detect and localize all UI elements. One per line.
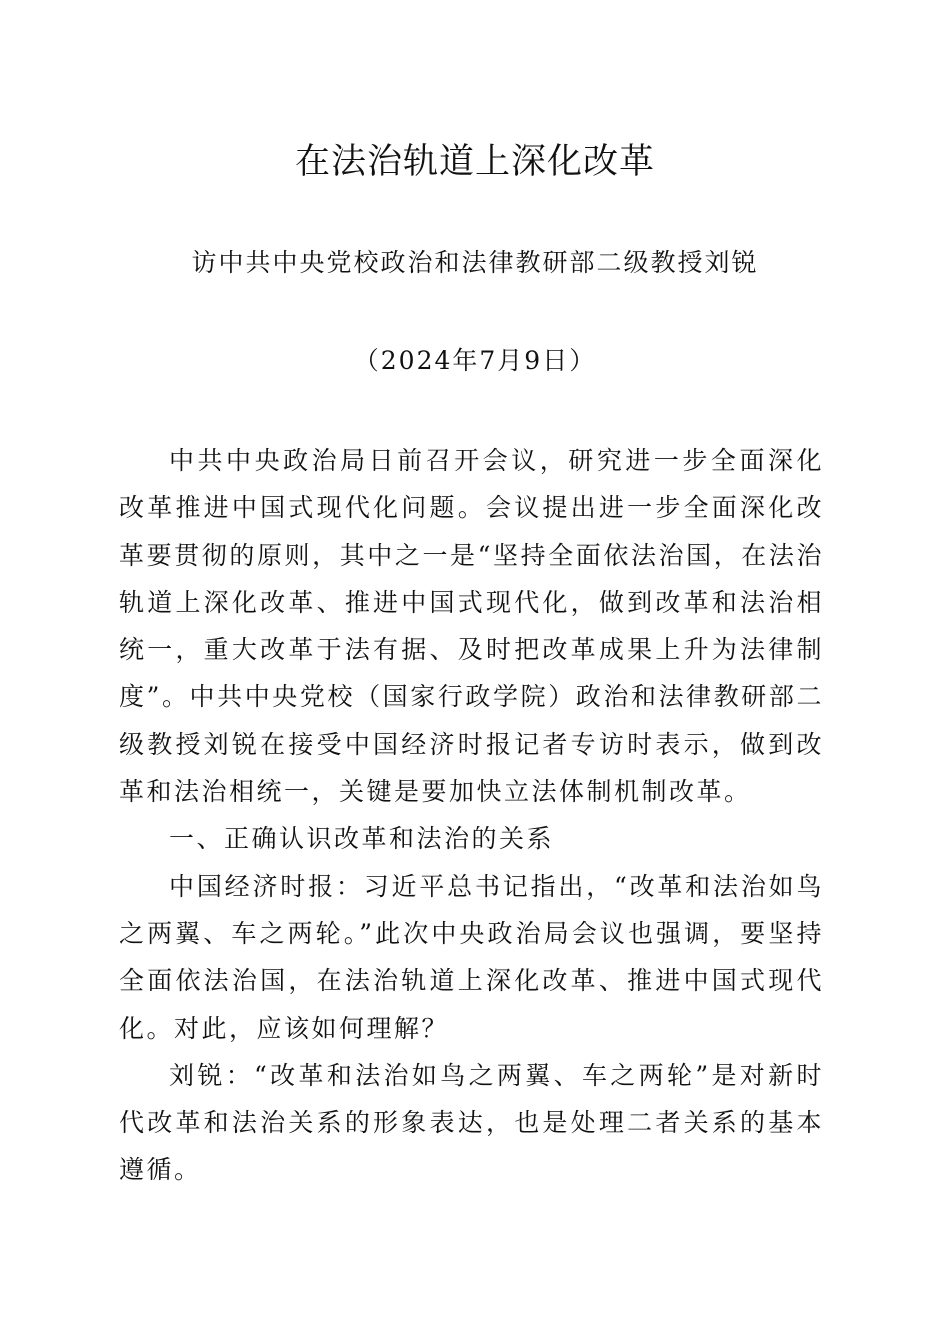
article-body <box>119 437 824 1194</box>
article-subtitle: 访中共中央党校政治和法律教研部二级教授刘锐 <box>191 248 759 277</box>
article-date: （2024年7月9日） <box>353 346 597 375</box>
answer-paragraph: 刘锐：“改革和法治如鸟之两翼、车之两轮”是对新时代改革和法治关系的形象表达，也是处理二者关系的基本遵循。 <box>119 1060 824 1185</box>
article-title: 在法治轨道上深化改革 <box>294 142 655 182</box>
section-heading: 一、正确认识改革和法治的关系 <box>169 824 555 854</box>
intro-paragraph: 中共中央政治局日前召开会议，研究进一步全面深化改革推进中国式现代化问题。会议提出进一步全面深化改革要贯彻的原则，其中之一是“坚持全面依法治国，在法治轨道上深化改革、推进中国式现代化，做到改革和法治相统一，重大改革于法有据、及时把改革成果上升为法律制度”。中共中央党校（国家行政学院）政治和法律教研部二级教授刘锐在接受中国经济时报记者专访时表示，做到改革和法治相统一，关键是要加快立法体制机制改革。 <box>119 446 824 807</box>
question-paragraph: 中国经济时报：习近平总书记指出，“改革和法治如鸟之两翼、车之两轮。”此次中央政治局会议也强调，要坚持全面依法治国，在法治轨道上深化改革、推进中国式现代化。对此，应该如何理解？ <box>119 871 824 1043</box>
